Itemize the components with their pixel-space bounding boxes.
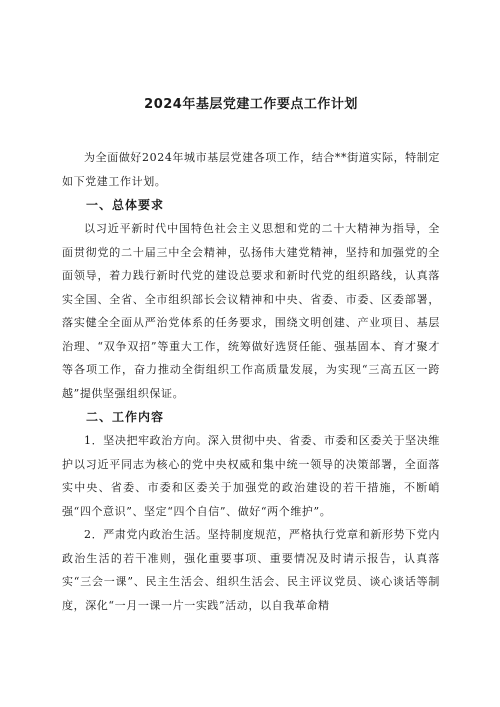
intro-paragraph: 为全面做好2024年城市基层党建各项工作，结合**街道实际，特制定如下党建工作计划。 [62,151,440,188]
section-heading-work-content: 二、工作内容 [86,410,165,424]
document-page [62,97,440,617]
work-content-item-1: 1．坚决把牢政治方向。深入贯彻中央、省委、市委和区委关于坚决维护以习近平同志为核心的党中央权威和集中统一领导的决策部署，全面落实中央、省委、市委和区委关于加强党的政治建设的若干措施，不断峭强“四个意识”、坚定“四个自信”、做好“两个维护”。 [62,434,440,518]
document-title: 2024年基层党建工作要点工作计划 [144,97,358,112]
general-requirements-paragraph: 以习近平新时代中国特色社会主义思想和党的二十大精神为指导，全面贯彻党的二十届三中全会精神，弘扬伟大建党精神，坚持和加强党的全面领导，着力践行新时代党的建设总要求和新时代党的组织路线，认真落实全国、全省、全市组织部长会议精神和中央、省委、市委、区委部署，落实健全全面从严治党体系的任务要求，围绕文明创建、产业项目、基层治理、“双争双招”等重大工作，统筹做好选贤任能、强基固本、育才聚才等各项工作，奋力推动全街组织工作高质量发展，为实现“三高五区一跨越”提供坚强组织保证。 [62,222,440,400]
work-content-item-2: 2．严肃党内政治生活。坚持制度规范，严格执行党章和新形势下党内政治生活的若干准则，强化重要事项、重要情况及时请示报告，认真落实“三会一课”、民主生活会、组织生活会、民主评议党员、谈心谈话等制度，深化“一月一课一片一实践”活动，以自我革命精 [62,528,440,612]
section-heading-general-requirements: 一、总体要求 [86,198,165,212]
